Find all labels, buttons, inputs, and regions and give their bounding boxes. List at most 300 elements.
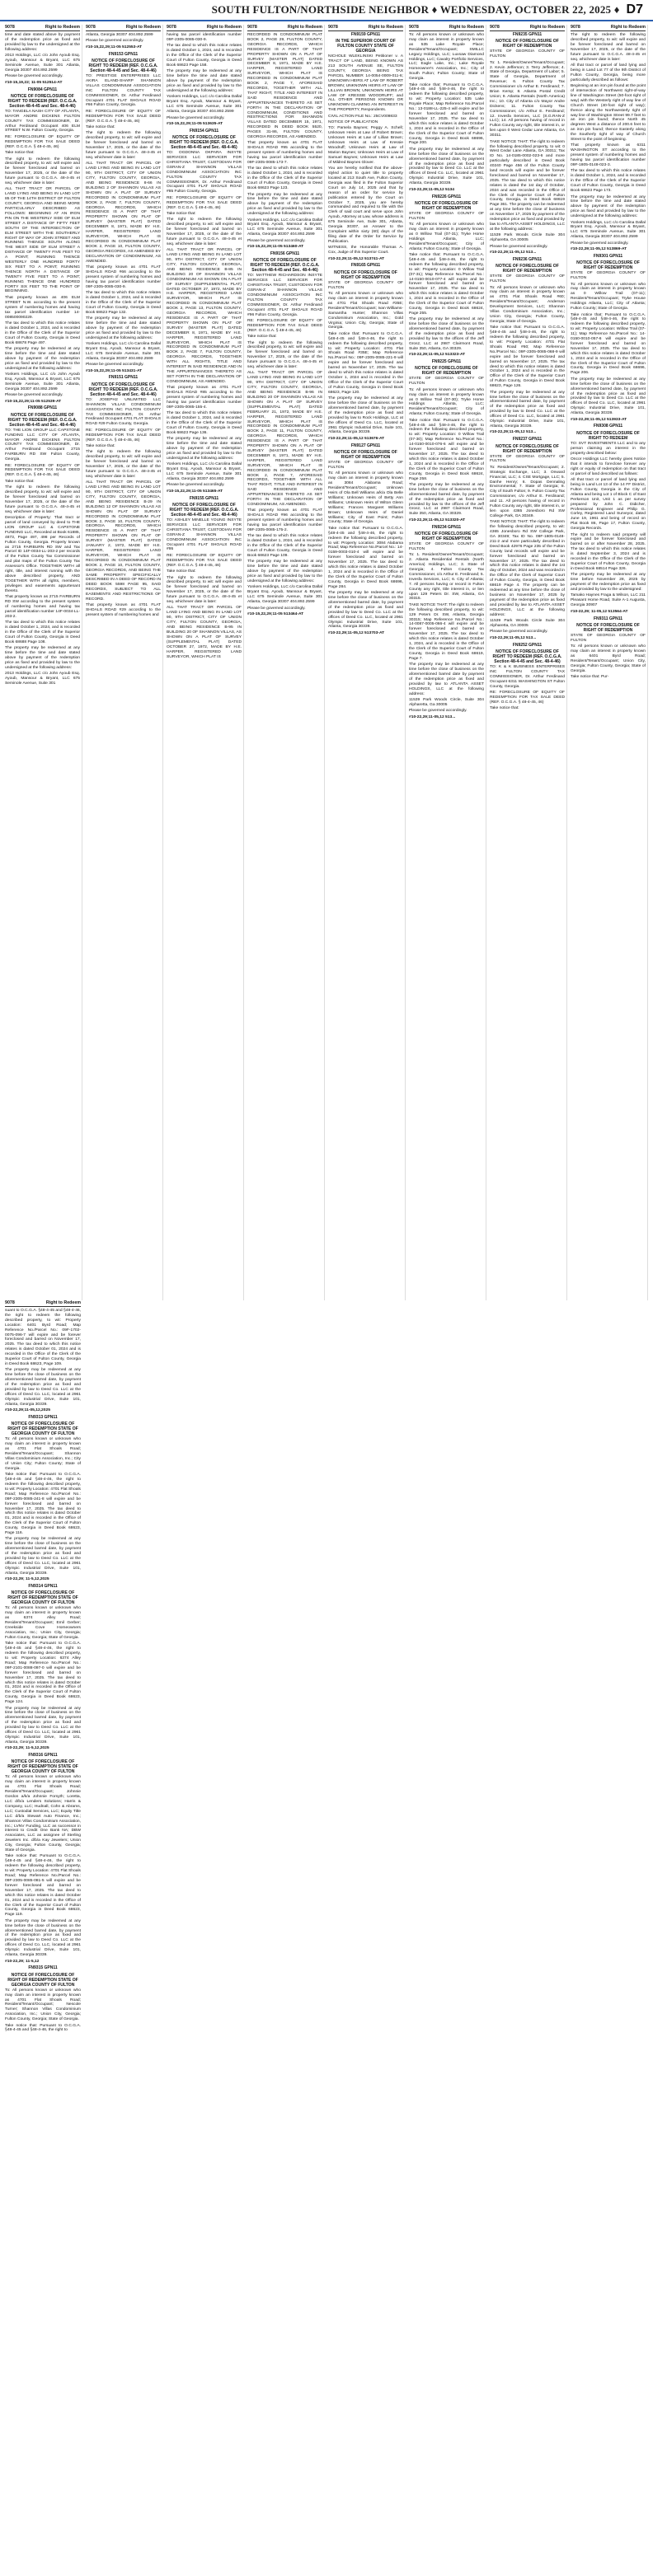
legal-notice	[571, 424, 646, 614]
notice-paragraph: The right to redeem the following described property, to wit: will expire and be forever foreclosed and barred on November 17, 2025, or the date of the future pursuant to O.C.G.A. 48-4-45 et seq. whichever date is later:	[86, 131, 161, 161]
notice-paragraph: The right to redeem the following described property, to wit: will expire and be forever foreclosed and barred on November 17, 2025, or the date of the future pursuant to O.C.G.A. 48-4-45 et seq. whichever date is later:	[167, 218, 242, 246]
section-header	[247, 25, 322, 31]
notice-paragraph: Tamako Haynes Fraga & Wilson, LLC 211 Pleasant Home Road, Suite A-1 Augusta, Georgia 30907	[571, 593, 646, 608]
notice-column	[5, 25, 82, 1300]
notice-paragraph: The property may be redeemed at any time before the close of business on the aforementioned barred date, by payment of the redemption price as fixed and provided by law to Deed Co. LLC at the offices of Deed Co. LLC, located at 2961 Olympic Industrial Drive, Suite 101, Atlanta, Georgia 30339.	[5, 1706, 81, 1745]
notice-paragraph: #10-22,29;11-05,12 513...	[409, 714, 456, 719]
notice-paragraph: #10-22,29;11-05,12 513676-AT	[328, 436, 385, 441]
notice-paragraph: RECORDED IN CONDOMINIUM PLAT BOOK 2, PAGE 29, FULTON COUNTY, GEORGIA RECORDS, WHICH RESIDENCE IS A PART OF THAT PROPERTY SHOWN ON A PLAT OF SURVEY (MASTER PLAT) DATED DECEMBER 8, 1971, MADE BY H.E. HARPER, REGISTERED LAND SURVEYOR, WHICH PLAT IS RECORDED IN CONDOMINIUM PLAT BOOK 2, PAGE 7, AFORESAID RECORDS, TOGETHER WITH ALL THAT RIGHT, TITLE AND INTEREST IN SAID RESIDENCE AND APPURTENANCES THERETO AS SET FORTH IN THE DECLARATION OF CONDOMINIUM, CONDITIONS AND RESTRICTIONS FOR SHANNON VILLAS DATED DECEMBER 15, 1971, RECORDED IN DEED BOOK 5520, PAGES 31-86, FULTON COUNTY, GEORGIA RECORDS, AS AMENDED.	[247, 33, 322, 140]
notice-paragraph: The right to redeem the following described property, to wit: will expire and be forever foreclosed and barred on November 17, 2025, or the date of the future pursuant to O.C.G.A. 48-4-45 et seq. whichever date is later:	[167, 575, 242, 605]
section-code: 9078	[86, 25, 96, 30]
notice-paragraph: Yonkers Holdings, LLC c/o Carolina Dallal Bryant Esq. Ayoub, Mansour & Bryant, LLC 675 Seminole Avenue, Suite 301 Atlanta, Georgia 30307 404.892.2599	[167, 95, 242, 115]
notice-paragraph: All that tract or parcel of land lying and being in Land Lot 13 of the 14 FF District, Fulton County, Georgia in the City of Atlanta and being Lot 1 of Block C of East Perkerson Unit, Unit 1 as per survey prepared by John C. Didicher, Professional Engineer and Philip G. Corley, Registered Land Surveyor, dated June 19, 1961 and being of record on Plat Book 86, Page 17, Fulton County, Georgia Records.	[571, 478, 646, 532]
notice-paragraph: ALL THAT TRACT OR PARCEL OF LAND LYING AND BEING IN LAND LOT 90, 9TH DISTRICT, CITY OF UNION CITY, FULTON COUNTY, GEORGIA, AND BEING RESIDENCE B-29 IN BUILDING 12 OF SHANNON VILLAS AS SHOWN ON PLAT OF SURVEY RECORDED IN CONDOMINIUM PLAT BOOK 2, PAGE 10, FULTON COUNTY, GEORGIA RECORDS, WHICH RESIDENCE IS A PART OF THAT PROPERTY SHOWN ON PLAT OF SURVEY (MASTER PLAT) DATED JANUARY 2, 1972, MADE BY H.E. HARPER, REGISTERED LAND SURVEYOR, WHICH PLAT IS RECORDED IN CONDOMINIUM PLAT BOOK 2, PAGE 10, FULTON COUNTY, GEORGIA RECORDS, AND BEING THE SAME PROPERTY SPECIFICALLY DESCRIBED IN A DEED OF RECORD IN DEED BOOK 5598 PAGE 95, SAID RECORDS, SUBJECT TO ALL EASEMENTS AND RESTRICTIONS OF RECORD.	[86, 480, 161, 602]
notice-paragraph: That property known as 4701 FLAT SHOALS ROAD #29 according to the present system of numbering homes and	[86, 603, 161, 618]
section-header	[86, 25, 161, 31]
notice-id: FN9308 GPN11	[593, 424, 623, 429]
notice-paragraph: RE: FORECLOSURE OF EQUITY OF REDEMPTION FOR TAX SALE DEED (REF. O.C.G.A. § 48-4-45, 46)	[86, 428, 161, 443]
section-header	[5, 1300, 81, 1307]
notice-id: FN9153 GPN11	[108, 51, 139, 57]
notice-paragraph: #10-15,19,22; 11-05 512514-AT	[5, 80, 63, 85]
notice-id: FN9226 GPN11	[431, 194, 462, 199]
notice-paragraph: To: All persons known or unknown who may claim an interest in property known as 0 Willow Trail (07-30); Tryke Home Holdings Atlanta, LLC; Resident/Tenant/Occupant; City of Atlanta; Fulton County; State of Georgia.	[409, 387, 484, 417]
notice-paragraph: Please be governed accordingly.	[5, 393, 63, 398]
notice-paragraph: #10-22,29;11-05,12 513703-AT	[328, 630, 385, 635]
notice-paragraph: To: All persons known or unknown who may claim an interest in property known as 6401 Byrd Road; Resident/Tenant/Occupant; Union City, Georgia; Fulton County, Georgia; State of Georgia.	[571, 644, 646, 673]
notice-paragraph: To: All persons known or unknown who may claim an interest in property known as 3084 Alabama Road; Resident/Tenant/Occupant; Unknown Heirs of Ola Bell Williams a/k/a Ola Belle Williams; Unknown Heirs of Betty Ann Williams; Unknown Heirs of Wilton Glenn Williams; Frances Margaret Williams Brown; Unknown Heirs of Daniel Williams; City of East Point; Fulton County; State of Georgia.	[328, 471, 403, 525]
notice-paragraph: All that tract or parcel of land lying and being in Land Lot 77 of the 9th District of Fulton County, Georgia, being more particularly described as follows:	[571, 63, 646, 82]
legal-notice	[409, 195, 484, 358]
notice-paragraph: The property may be redeemed at any time before the close of business on the aforementioned barred date, by payment of the redemption price as fixed and provided by law to Deed Co. LLC at the offices of Deed Co. LLC, located at 2961 Olympic Industrial Drive, Suite 101, Atlanta, Georgia 30339.	[5, 1537, 81, 1576]
notice-heading: NOTICE OF FORECLOSURE OF RIGHT TO REDEEM (REF. O.C.G.A. Section 48-4-45 and Sec. 48-4-46)	[88, 382, 158, 397]
notice-paragraph: TO: MATTHEW RICHARDSON INSYTE SERVICES LLC SERVICER FOR CHRISTIANA TRUST, CUSTODIAN FOR GSRAN-Z SHANNON VILLAS CONDOMINIUM ASSOCIATION INC FULTON COUNTY TAX COMMISSIONER, Dr. Arthur Ferdinand Occupant 4701 FLAT SHOALS ROAD #96 Fulton County, Georgia.	[247, 274, 322, 317]
notice-paragraph: TO: JOSEPH2 UNLIMITED LLC SHANNON VILLAS CONDOMINIUM ASSOCIATION INC FULTON COUNTY TAX COMMISSIONER, Dr. Arthur Ferdinand Occupant 4701 FLAT SHOALS ROAD #29 Fulton County, Georgia.	[86, 397, 161, 427]
legal-notice	[409, 33, 484, 193]
notice-paragraph: STATE OF GEORGIA COUNTY OF FULTON	[409, 541, 484, 551]
notice-paragraph: Take notice that: Pursuant to O.C.G.A. §48-4-45 and §48-4-46, the right to redeem the following described property, to wit: Property Location: 4701 Flat Shoals Road; Map Reference No./Parcel No.: 09F-2305-0085-241-8 will expire and be forever foreclosed and barred on November 17, 2025. The tax deed to which this notice relates is dated October 01, 2024 and is recorded in the Office of the Clerk of the Superior Court of Fulton County, Georgia in Deed Book 68623, Page 116.	[5, 1473, 81, 1536]
notice-paragraph: RE: FORECLOSURE OF EQUITY OF REDEMPTION FOR TAX SALE DEED (REF. O.C.G.A. § 48-4-45, 46)	[167, 553, 242, 568]
legal-notice	[5, 1585, 81, 1751]
notice-paragraph: Please be governed accordingly.	[490, 244, 548, 249]
page-number: D7	[626, 2, 643, 16]
notice-paragraph: Please be governed accordingly.	[490, 630, 548, 635]
notice-paragraph: #10-22,29;11-05,12 513933-AT	[571, 417, 627, 422]
notice-paragraph: Oncor Holdings LLC hereby gives Notice that it intends to foreclose forever any right or equity of redemption on that tract or parcel of land described as follows:	[571, 457, 646, 476]
notice-paragraph: Take notice that:	[247, 335, 277, 340]
section-code: 9078	[5, 1300, 15, 1305]
notice-paragraph: #10-15,22,29;11-05 512553-AT	[86, 44, 143, 49]
notice-paragraph: To: 1. Resident/Owner/Tenant/Occupant; 2. Atlanta Residential Rentals (North America) Holdings, LLC; 3. State of Georgia; 4. Fulton County Tax Commissioner, c/o Arthur E. Ferdinand; 5. Invesfa Services, LLC; 6. City of Atlanta; 7. All persons having or record in Fulton County any right, title interest in, or lien upon 129 Peters Dr. SW, Atlanta, GA 30315.	[409, 553, 484, 602]
section-name: Right to Redeem	[287, 25, 322, 30]
notice-id: FN9313 GPN11	[28, 1415, 58, 1421]
notice-paragraph: Take notice that: Pur-	[571, 675, 609, 680]
notice-paragraph: The property may be redeemed at any time before the close of business on the aforementioned barred date, by payment of the redemption price as fixed and provided by law to Deed Co. LLC at the offices of Deed Co. LLC, located at 2961 Olympic Industrial Drive, Suite 101, Atlanta, Georgia 30339.	[328, 591, 403, 630]
notice-id: FN9236 GPN11	[512, 256, 543, 262]
legal-notice	[86, 376, 161, 618]
notice-paragraph: 11539 Park Woods Circle, Suite 304 Alpharetta, Ga 30005	[409, 698, 484, 707]
legal-notice	[571, 33, 646, 252]
notice-id: FN9234 GPN11	[431, 524, 462, 530]
notice-paragraph: #10-22,29; 11-5,12	[5, 1959, 40, 1964]
notice-paragraph: That property known as 6311 WASHINGTON ST according to the present system of numbering homes and having tax parcel identification number 09F-1805-0148-023-3.	[571, 143, 646, 168]
section-code: 9078	[5, 25, 15, 30]
notice-paragraph: Atlanta, Georgia 30307 404.892.2599	[86, 33, 153, 37]
notice-paragraph: Take notice that: Pursuant to O.C.G.A. §48-4-45 and §48-4-46, the right to redeem the following described property, to wit: Property Location: 3084 Alabama Road; Map Reference No./Parcel No.: 14-0159-0003-010-4 will expire and be forever foreclosed and barred on November 17, 2025. The tax deed to which this notice relates is dated October 1, 2024 and is recorded in the Office of the Clerk of the Superior Court of Fulton County, Georgia in Deed Book 68696, Page 284.	[328, 526, 403, 589]
notice-paragraph: TO: THE LION GROUP LLC CAPSTONE FUNDING LLC CITY OF ATLANTA, MAYOR ANDRE DICKENS FULTON COUNTY TAX COMMISSIONER, Dr. Arthur Ferdinand Occupant 2715 FAIRBURN RD SW Fulton County, Georgia.	[5, 428, 80, 462]
notice-paragraph: The tax deed to which this notice relates is dated October 1, 2024, and is recorded in the Office of the Clerk of the Superior Court of Fulton County, Georgia in Deed Book 68623 Page 136.	[167, 411, 242, 435]
notice-paragraph: The property may be redeemed at any time before the time and date stated above by payment of the redemption price as fixed and provided by law to the undersigned at the following address:	[5, 646, 80, 670]
notice-paragraph: 11539 Park Woods Circle Suite 304 Alpharetta, GA 30005	[490, 618, 565, 628]
legal-notice	[5, 1309, 81, 1413]
notice-paragraph: The property may be redeemed at any time before the time and date stated above by payment of the redemption price as fixed and provided by law to the undersigned at the following address:	[5, 346, 80, 371]
notice-paragraph: The tax deed to which this notice relates is dated October 1, 2024, and is recorded in the Office of the Clerk of the Superior Court of Fulton County, Georgia in Deed Book 68623 Page 158.	[167, 44, 242, 68]
notice-paragraph: The property may be redeemed at any time before the time and date stated above by payment of the redemption price as fixed and provided by law to the undersigned at the following address:	[167, 437, 242, 461]
section-name: Right to Redeem	[125, 25, 161, 30]
notice-paragraph: #10-22,29; 11-05,12 513564-AT	[571, 609, 628, 614]
notice-paragraph: Take notice that:	[86, 125, 115, 130]
notice-paragraph: The right to redeem the following described property, to wit: will expire and be forever foreclosed and barred on November 17, 2025, or the date of the future pursuant to O.C.G.A. 48-4-45 et seq. whichever date is later:	[86, 450, 161, 479]
section-code: 9078	[409, 25, 419, 30]
notice-paragraph: RE: FORECLOSURE OF EQUITY OF REDEMPTION FOR TAX SALE DEED (REF. O.C.G.A. § 48-4-45, 46)	[5, 134, 80, 149]
notice-paragraph: #10-22,29;11-05,12,2025	[5, 1408, 50, 1413]
notice-paragraph: Take notice that:	[5, 151, 35, 156]
notice-paragraph: To: All persons known or unknown who may claim an interest in property known as 535 Lake Royale Place; Resident/Tenant/Occupant; SMILLC Legacy Holdings, LLC; Luxsaw Diamond Holdings, LLC; Cavalry Portfolio Services, LLC; Eagle Lake, Inc.; Lake Royale Homeowner's Association, Inc.; City of South Fulton; Fulton County; State of Georgia.	[409, 33, 484, 82]
notice-paragraph: Take notice that: Pursuant to O.C.G.A. §48-4-45 and §48-4-46, the right to redeem the following described property, to wit: Property Location: 6374 Alley Road; Map Reference No./Parcel No.: 09F-2101-0088-097-0 will expire and be forever foreclosed and barred on November 17, 2025. The tax deed to which this notice relates is dated October 01, 2024 and is recorded in the Office of the Clerk of the Superior Court of Fulton County, Georgia in Deed Book 68623, Page 124.	[5, 1642, 81, 1705]
notice-id: FN9315 GPN11	[28, 1965, 58, 1971]
notice-heading: NOTICE OF FORECLOSURE OF RIGHT TO REDEEM (REF. O.C.G.A. Section 48-4-45 and Sec. 48-4-46)	[250, 258, 320, 274]
notice-paragraph: #10-22,29;11-05,12 513869-AT	[571, 247, 627, 252]
section-header	[409, 25, 484, 31]
notice-column	[328, 25, 406, 1300]
notice-paragraph: RE: FORECLOSURE OF EQUITY OF REDEMPTION FOR TAX SALE DEED (REF. O.C.G.A. § 48-4-45, 46)	[247, 318, 322, 333]
notice-heading: NOTICE OF FORECLOSURE OF RIGHT OF REDEMPTION	[334, 450, 397, 461]
notice-heading: NOTICE OF FORECLOSURE OF RIGHT OF REDEMPTION STATE OF GEORGIA COUNTY OF FULTON	[7, 1590, 78, 1606]
notice-heading: NOTICE OF FORECLOSURE OF RIGHT OF REDEMPTION	[496, 264, 559, 274]
legal-notice	[167, 497, 242, 660]
notice-paragraph: Please be governed accordingly.	[247, 606, 306, 611]
legal-notice	[328, 264, 403, 441]
notice-paragraph: #10-22,29; 11-5,12,2025	[5, 1746, 49, 1751]
notice-paragraph: The tax deed to which this notice relates is dated October 1, 2024, and is recorded in the Office of the Clerk of the Superior Court of Fulton County, Georgia in Deed Book 68623 Page 132.	[86, 290, 161, 315]
section-header	[5, 25, 80, 31]
notice-paragraph: #10-15,22,29;11-05 513635-AT	[167, 121, 223, 126]
legal-notice	[5, 1754, 81, 1964]
notice-column	[167, 25, 244, 1300]
notice-id: FN9154 GPN11	[189, 128, 219, 133]
notice-paragraph: Take notice that: Pursuant to O.C.G.A. §48-4-45 and §48-4-46, the right to redeem the following described property, to wit: Property Location: Willow Trail (07-11); Map Reference No./Parcel No.: 14-0150-0010-057-6 will expire and be forever foreclosed and barred on November 17, 2025. The tax deed to which this notice relates is dated October 1, 2024 and is recorded in the Office of the Clerk of the Superior Court of Fulton County, Georgia in Deed Book 68696, Page 206.	[571, 312, 646, 376]
notice-heading: NOTICE OF FORECLOSURE OF RIGHT OF REDEMPTION STATE OF GEORGIA COUNTY OF FULTON	[7, 1759, 78, 1775]
notice-paragraph: That property known as 4701 FLAT SHOALS ROAD #66 according to the present system of numbering homes and having tax parcel identification number 09F-2305-0085-030-9.	[86, 265, 161, 289]
notice-paragraph: To: All persons known or unknown who may claim an interest in property known as 0 Willow Trail (07-11); Resident/Tenant/Occupant; Tryke House Holdings Atlanta, LLC; City of Atlanta; Fulton County; State of Georgia.	[571, 282, 646, 311]
notice-id: FN9159 GPN11	[350, 32, 381, 37]
notice-paragraph: The tax deed to which this notice relates is dated October 1, 2024, and is recorded in the Office of the Clerk of the Superior Court of Fulton County, Georgia in Deed Book 68678 Page 497.	[5, 321, 80, 345]
legal-notice	[86, 33, 161, 50]
notice-paragraph: TO: ASHLEY MINELLE YOUNG INSYTE SERVICES LLC SERVICER FOR CHRISTIANA TRUST, CUSTODIAN FOR GSRAN-Z SHANNON VILLAS CONDOMINIUM ASSOCIATION INC Occupant 4701 FLAT SHOALS ROAD #95	[167, 518, 242, 552]
notice-paragraph: #10-22,29; 11-5,12,2025	[5, 1577, 49, 1582]
notice-paragraph: NOTICE OF PUBLICATION	[328, 120, 378, 125]
notice-id: FN9316 GPN11	[28, 1753, 58, 1759]
notice-paragraph: #10-22,29;11-05,12 513320-AT	[409, 518, 466, 522]
notice-paragraph: Take notice that: Pursuant to O.C.G.A. §48-4-45 and §48-4-46, the right to redeem the following described property, to wit: Property Location: 535 Lake Royale Place; Map Reference No./Parcel No.: 13-0188-LL-225-4 will expire and be forever foreclosed and barred on November 17, 2025. The tax deed to which this notice relates is dated October 1, 2024 and is recorded in the Office of the Clerk of the Superior Court of Fulton County, Georgia in Deed Book 68696, Page 200.	[409, 82, 484, 146]
notice-paragraph: Yonkers Holdings, LLC c/o Carolina Dallal Bryant Esq. Ayoub, Mansour & Bryant, LLC 675 Seminole Avenue, Suite 301 Atlanta, Georgia 30307 404.892.2599	[86, 342, 161, 361]
notice-paragraph: Please be governed accordingly.	[247, 238, 306, 243]
notice-id: FN9084 GPN11	[27, 87, 58, 92]
notice-paragraph: The property may be redeemed at any time before the time and date stated above by payment of the redemption price as fixed and provided by law to the undersigned at the following address:	[247, 192, 322, 217]
notice-paragraph: RE: FORECLOSURE OF EQUITY OF REDEMPTION FOR TAX SALE DEED (REF. O.C.G.A. § 48-4-45, 46)	[86, 109, 161, 124]
notice-id: FN9165 GPN11	[350, 263, 381, 269]
notice-heading: NOTICE OF FORECLOSURE OF RIGHT TO REDEEM (REF. O.C.G.A. Section 48-4-45 and Sec. 48-4-46)	[492, 649, 562, 664]
notice-paragraph: Take notice that:	[167, 211, 196, 216]
notice-paragraph: Take notice that: Pursuant to O.C.G.A. §48-4-45 and §48-4-46, the right to redeem the following described property, to wit: Property Location: 4701 Flat Shoals Road #35E; Map Reference No./Parcel No.: 09F-2305-0085-221-9 will expire and be forever foreclosed and barred on November 17, 2025. The tax deed to which this notice relates is dated October 1, 2024 and is recorded in the Office of the Clerk of the Superior Court of Fulton County, Georgia in Deed Book 68623, Page 120.	[328, 331, 403, 395]
notice-paragraph: Please be governed accordingly.	[167, 483, 225, 488]
notice-paragraph: The right to redeem the following described property, to wit: will expire and be forever foreclosed and barred on November 17, 2025, or the date of the future pursuant to O.C.G.A. 48-4-45 et seq. whichever date is later:	[247, 340, 322, 370]
notice-paragraph: TO: OGDONNA OKPARA INSYTE SERVICES LLC SERVICER FOR CHRISTIANA TRUST, CUSTODIAN FOR GSRAN-Z SHANNON VILLAS CONDOMINIUM ASSOCIATION INC FULTON COUNTY TAX COMMISSIONER, Dr. Arthur Ferdinand Occupant 4701 FLAT SHOALS ROAD #85 Fulton County, Georgia.	[167, 151, 242, 194]
notice-paragraph: The property may be redeemed at any time before the time and date stated above by payment of the redemption price as fixed and provided by law to the undersigned at the following address:	[167, 69, 242, 93]
notice-paragraph: Take notice that: Pursuant to O.C.G.A. §48-4-45 and §48-4-46, the right to	[5, 2023, 81, 2033]
legal-notice	[409, 360, 484, 523]
notice-paragraph: STATE OF GEORGIA COUNTY OF FULTON	[328, 461, 403, 470]
legal-notice	[247, 252, 322, 617]
notice-heading: NOTICE OF FORECLOSURE OF RIGHT OF REDEMPTION STATE OF GEORGIA COUNTY OF FULTON	[7, 1421, 78, 1437]
notice-paragraph: #10-15,22,29;11-05 513465-AT	[167, 489, 223, 494]
notice-paragraph: #10-22,29;11-05,12 513...	[490, 635, 537, 640]
notice-heading: NOTICE OF FORECLOSURE OF RIGHT OF REDEMPTION	[415, 200, 478, 211]
notice-paragraph: NICHOLE WLEKLINSKI Petitioner v. A TRACT OF LAND, BEING KNOWN AS 213 SOUTH AVENUE SE, FULTON COUNTY, GEORGIA BEING TAX PARCEL NUMBER 14-0054-0009-011-6; UNKNOWN HEIRS AT LAW OF ROBERT BROWN; UNKNOWN HEIRS AT LAW OF LILLIAN BROWN; UNKNOWN HEIRS AT LAW OF KRESSIE WOODRUFF; and ALL OTHER PERSONS KNOWN OR UNKNOWN CLAIMING AN INTEREST IN THE PROPERTY, Respondents.	[328, 54, 403, 113]
notice-paragraph: That property known as 4701 FLAT SHOALS ROAD #85 according to the present system of numbering homes and having tax parcel identification number 09F-2305-0085-155-4.	[167, 386, 242, 410]
notice-heading: NOTICE OF FORECLOSURE OF RIGHT TO REDEEM (REF. O.C.G.A. Section 48-4-45 and Sec. 48-4-46)	[169, 135, 239, 151]
legal-notice	[571, 617, 646, 680]
notice-paragraph: suant to O.C.G.A. §48-4-45 and §48-4-46, the right to redeem the following described property, to wit: Property Location: 6401 Byrd Road; Map Reference No./Parcel No.: 09F-1702-0075-096-7 will expire and be forever foreclosed and barred on November 17, 2025. The tax deed to which this notice relates is dated October 01, 2024 and is recorded in the Office of the Clerk of the Superior Court of Fulton County, Georgia in Deed Book 68623, Page 109.	[5, 1309, 81, 1366]
notice-paragraph: The property may be redeemed at any time before the time and date stated above by payment of the redemption price as fixed and provided by law to the undersigned at the following address:	[247, 560, 322, 584]
notice-column	[490, 25, 567, 1300]
notice-heading: NOTICE OF FORECLOSURE OF RIGHT TO REDEEM (REF. O.C.G.A. Section 48-4-45 and Sec. 48-4-46)	[169, 503, 239, 518]
notice-heading: NOTICE OF FORECLOSURE OF RIGHT OF REDEMPTION	[576, 260, 640, 271]
section-name: Right to Redeem	[368, 25, 403, 30]
notice-paragraph: 11539 Park Woods Circle Suite 304 Alpharetta, GA 30005	[490, 233, 565, 243]
notice-paragraph: To: Resident/Owner/Tenant/Occupant; 2. Strategic Exchange, LLC; 3. Onward Financial, LLC; 4. CSE Mortgage, LLC; 5. Danhe Henry; 6. Dopas Dennaling Environmental; 7. State of Georgia; 8. City of South Fulton; 9. Fulton County Tax Commissioner, c/o Arthur E. Ferdinand; and 11. All persons having of record in Fulton County any right, title interest in, or lien upon 4365 Jonesboro Rd SW College Park, GA 30349.	[490, 465, 565, 518]
legal-notice	[571, 255, 646, 422]
legal-notice	[5, 1416, 81, 1582]
notice-paragraph: STATE OF GEORGIA COUNTY OF FULTON	[328, 280, 403, 290]
notice-id: FN9156 GPN11	[270, 251, 300, 256]
notice-paragraph: The right to redeem said property will expire and be forever foreclosed and barred on or after November 28, 2025. The tax deed to which this notice relates is dated September 3, 2024 and is recorded in the Office of the Clerk of the Superior Court of Fulton County, Georgia in Deed Book 68514 Page 326.	[571, 532, 646, 571]
legal-notice	[167, 129, 242, 494]
section-header	[490, 25, 565, 31]
notice-column	[247, 25, 325, 1300]
notice-paragraph: The property may be redeemed at any time before November 28, 2025 by payment of the redemption price as fixed and provided by law to the undersigned:	[571, 573, 646, 592]
notice-paragraph: The property may be redeemed at any time before the close of business on the aforementioned barred date by payment of the redemption price as fixed and provided by law to ATLANTA ASSET HOLDINGS, LLC at the following address:	[409, 663, 484, 696]
notice-paragraph: RE: FORECLOSURE OF EQUITY OF REDEMPTION FOR TAX SALE DEED (REF. O.C.G.A. § 48-4-45, 46)	[490, 690, 565, 705]
notice-paragraph: The tax deed to which this notice relates is dated October 1, 2024, and is recorded in the Office of the Clerk of the Superior Court of Fulton County, Georgia in Deed Book 68688 Page 108.	[5, 621, 80, 644]
classified-columns	[5, 25, 648, 2033]
notice-paragraph: To: All persons known or unknown who may claim an interest in property known as 6374 Alley Road; Resident/Tenant/Occupant; Emil Gerber; Creekside Cove Homeowners Association, Inc.; Union City, Georgia; Fulton County, Georgia; State of Georgia.	[5, 1606, 81, 1640]
section-code: 9078	[490, 25, 500, 30]
notice-paragraph: STATE OF GEORGIA COUNTY OF FULTON	[571, 633, 646, 643]
notice-paragraph: To: All persons known or unknown who may claim an interest in property known as 4701 Flat Shoals Road; Resident/Tenant/Occupant; Nescole Turner; Shannon Villas Condominium Association, Inc.; Union City, Georgia; Fulton County, Georgia; State of Georgia.	[5, 1988, 81, 2022]
notice-heading: NOTICE OF FORECLOSURE OF RIGHT TO REDEEM (REF. O.C.G.A. Section 48-4-45 and Sec. 48-4-46)	[88, 59, 158, 74]
section-code: 9078	[328, 25, 338, 30]
legal-notice	[5, 88, 80, 405]
notice-paragraph: Yonkers Holdings, LLC c/o John Ayoub Esq. Ayoub, Mansour & Bryant, LLC 675 Seminole Avenue, Suite 301 Atlanta, Georgia 30307 404.892.2599	[5, 372, 80, 391]
notice-heading: NOTICE OF FORECLOSURE OF RIGHT OF REDEMPTION	[576, 622, 640, 633]
notice-paragraph: TAKE NOTICE THAT: The right to redeem the following described property, to wit: 4365 Jonesboro Rd SW College Park, GA 30349; Tax ID No. 09F-1805-0148-211-2 and more particularly described in Deed Book 42976 Page 235 of the Fulton County land records will expire and be forever foreclosed and barred on November 17, 2025. The tax deed to which this notice relates is dated the 1st day of October, 2024 and was recorded in the Office of the Clerk of Superior Court of Fulton County, Georgia, in Deed Book 68619 Page 4. The property can be redeemed at any time before the close of business on November 17, 2025 by payment of the redemption price as fixed and provided by law to ATLANTA ASSET HOLDINGS, LLC at the following address:	[490, 520, 565, 617]
notice-paragraph: The right to redeem the following described property, to wit: will expire and be forever foreclosed and barred on November 17, 2025, or the date of the future pursuant to O.C.G.A. 48-4-45 et seq. whichever date is later:	[5, 485, 80, 514]
notice-paragraph: Please be governed accordingly.	[167, 115, 225, 120]
notice-paragraph: STATE OF GEORGIA COUNTY OF FULTON	[490, 454, 565, 464]
notice-paragraph: To: All persons known or unknown who may claim an interest in property known as 0 Willow Trail (07-31); Tryke Home Holdings Atlanta, LLC; Resident/Tenant/Occupant; City of Atlanta; Fulton County; State of Georgia.	[409, 222, 484, 251]
notice-paragraph: The property may be redeemed at any time before the time and date stated above by payment of the redemption price as fixed and provided by law to the undersigned at the following address:	[571, 194, 646, 219]
notice-paragraph: The property may be redeemed at any time before the close of business on the aforementioned barred date, by payment of the redemption price as fixed and provided by law to the offices of the Jeff Grosz, LLC at 2987 Clairmont Road, Suite 350, Atlanta, GA 30329.	[409, 482, 484, 517]
notice-paragraph: #10-15,22,29;11-05 513431-AT	[86, 368, 143, 373]
notice-paragraph: ALL THAT TRACT OR PARCEL OF LAND LYING AND BEING IN LAND LOT 90, 9TH DISTRICT, CITY OF UNION CITY, FULTON COUNTY, GEORGIA, AND BEING RESIDENCE B-85 IN BUILDING 20 OF SHANNON VILLAS CONDOMINIUM AS SHOWN ON A PLAT OF SURVEY (SUPPLEMENTAL PLAT) DATED OCTOBER 27, 1972, MADE BY H.E. HARPER, REGISTERED LAND SURVEYOR, WHICH PLAT IS RECORDED IN CONDOMINIUM PLAT BOOK 2, PAGE 13, FULTON COUNTY, GEORGIA RECORDS, WHICH RESIDENCE IS A PART OF THAT PROPERTY SHOWN ON PLAT OF SURVEY (MASTER PLAT) DATED DECEMBER 8, 1971, MADE BY H.E. HARPER, REGISTERED LAND SURVEYOR, WHICH PLAT IS RECORDED IN CONDOMINIUM PLAT BOOK 2, PAGE 7, FULTON COUNTY, GEORGIA RECORDS, TOGETHER WITH ALL RIGHTS, TITLE AND INTEREST IN SAID RESIDENCE AND IN THE APPURTENANCES THERETO AS SET FORTH IN THE DECLARATION OF CONDOMINIUM, AS AMENDED.	[167, 248, 242, 384]
section-name: Right to Redeem	[449, 25, 484, 30]
notice-paragraph: Please be governed accordingly.	[5, 74, 63, 79]
notice-heading: NOTICE OF FORECLOSURE OF RIGHT OF REDEMPTION	[496, 39, 559, 49]
notice-paragraph: #10-15,22,29;11-05 513460-AT	[247, 245, 304, 250]
notice-paragraph: #10-22,29;11-05,12 513...	[490, 430, 537, 435]
notice-id: FN9311 GPN11	[593, 616, 623, 621]
notice-heading: NOTICE OF FORECLOSURE OF RIGHT TO REDEEM	[576, 430, 640, 441]
notice-paragraph: Take notice that:	[167, 569, 196, 574]
masthead-title: SOUTH FULTON/NORTHSIDE NEIGHBOR ♦ WEDNESDAY, OCTOBER 22, 2025 ♦	[211, 3, 620, 16]
notice-paragraph: #10-22,29;11-05,12 513741-AT	[328, 256, 385, 261]
notice-paragraph: The property may be redeemed at any time before the close of business on the aforementioned barred date, by payment of the redemption price as fixed and provided by law to Deed Co. LLC at the offices of Deed Co. LLC, located at 2961 Olympic Industrial Drive, Suite 101, Atlanta, Georgia 30339.	[571, 377, 646, 416]
notice-heading: NOTICE OF FORECLOSURE OF RIGHT TO REDEEM (REF. O.C.G.A. Section 48-4-45 and Sec. 48-4-46)	[7, 93, 78, 109]
notice-paragraph: 2013 Holdings, LLC c/o John Ayoub Esq. Ayoub, Mansour & Bryant, LLC 675 Seminole Avenue, Suite 301 Atlanta, Georgia 30307 404.892.2599	[5, 54, 80, 73]
notice-paragraph: To: All persons known or unknown who may claim an interest in property known as 4701 Flat Shoals Road #60; Resident/Tenant/Occupant; Anderson Development Services, LLC; Shannon Villas Condominium Association, Inc.; Union City, Georgia; Fulton County, Georgia; State of Georgia.	[490, 285, 565, 324]
notice-paragraph: To: All persons known or unknown who may claim an interest in property known as 4701 Flat Shoals Road #35E; Resident/Tenant/Occupant; Ivan Williams-Samantha Hunter; Shannon Villas Condominium Association, Inc.; Gold Virginia; Union City, Georgia; State of Georgia.	[328, 292, 403, 330]
notice-paragraph: RE: FORECLOSURE OF EQUITY OF REDEMPTION FOR TAX SALE DEED (REF. O.C.G.A. § 48-4-45, 46)	[167, 195, 242, 210]
notice-paragraph: Take notice that: Pursuant to O.C.G.A. §48-4-45 and §48-4-46, the right to redeem the following described property, to wit: Property Location: 0 Willow Trail (07-30); Map Reference No./Parcel No.: 14-0150-0010-076-6 will expire and be forever foreclosed and barred on November 17, 2025. The tax deed to which this notice relates is dated October 1, 2024 and is recorded in the Office of the Clerk of the Superior Court of Fulton County, Georgia in Deed Book 68624, Page 258.	[409, 418, 484, 481]
notice-heading: NOTICE OF FORECLOSURE OF RIGHT OF REDEMPTION STATE OF GEORGIA COUNTY OF FULTON	[7, 1972, 78, 1988]
notice-paragraph: The property may be redeemed at any time before the time and date stated above by payment of the redemption price as fixed and provided by law to the undersigned at the following address:	[86, 316, 161, 340]
notice-paragraph: STATE OF GEORGIA COUNTY OF FULTON	[490, 274, 565, 284]
notice-paragraph: Take notice that:	[5, 479, 35, 484]
notice-paragraph: ALL THAT TRACT OR PARCEL OF LAND LYING AND BEING IN LAND LOT 90, 9TH DISTRICT, CITY OF UNION CITY, FULTON COUNTY, GEORGIA, AND BEING RESIDENCE B-96 IN BUILDING 20 OF SHANNON VILLAS AS SHOWN ON A PLAT OF SURVEY (SUPPLEMENTAL PLAT) DATED FEBRUARY 21, 1972, MADE BY H.E. HARPER, REGISTERED LAND SURVEYOR, WHICH PLAT IS RECORDED IN CONDOMINIUM PLAT BOOK 2, PAGE 11, FULTON COUNTY, GEORGIA RECORDS, WHICH RESIDENCE IS A PART OF THAT PROPERTY SHOWN ON A PLAT OF SURVEY (MASTER PLAT) DATED DECEMBER 8, 1971, MADE BY H.E. HARPER, REGISTERED LAND SURVEYOR, WHICH PLAT IS RECORDED IN CONDOMINIUM PLAT BOOK 2, PAGE 7, AFORESAID RECORDS, TOGETHER WITH ALL THAT RIGHT, TITLE AND INTEREST IN SAID RESIDENCE AND APPURTENANCES THERETO AS SET FORTH IN THE DECLARATION OF CONDOMINIUM, AS AMENDED.	[247, 371, 322, 507]
notice-paragraph: The property may be redeemed at any time before the close of business on the aforementioned barred date, by payment of the redemption price as fixed and provided by law to Deed Co. LLC at the offices of Deed Co. LLC, located at 2961 Olympic Industrial Drive, Suite 101, Atlanta, Georgia 30339.	[490, 390, 565, 429]
notice-paragraph: TO: PRESTIGE ENTERPRISES LLC AKIRA ELAND-SHARP SHANNON VILLAS CONDOMINIUM ASSOCIATION INC FULTON COUNTY TAX COMMISSIONER, Dr. Arthur Ferdinand Occupant 4701 FLAT SHOALS ROAD #66 Fulton County, Georgia.	[86, 74, 161, 108]
section-name: Right to Redeem	[45, 1300, 81, 1305]
notice-paragraph: The property may be redeemed at any time before the close of business on the aforementioned barred date, by payment of the redemption price as fixed and provided by law to the offices of the Jeff Grosz, LLC at 2987 Clairmont Road, Suite 350, Atlanta, GA 30329.	[409, 317, 484, 351]
notice-paragraph: TO: SVT INVESTMENTS LLC and to any person claiming an interest in the property described below:	[571, 441, 646, 456]
section-code: 9078	[247, 25, 257, 30]
notice-paragraph: Yonkers Holdings, LLC c/o Carolina Dallal Bryant Esq. Ayoub, Mansour & Bryant, LLC 675 Seminole Avenue, Suite 301 Atlanta, Georgia 30307 404.892.2599	[167, 462, 242, 482]
notice-paragraph: TO: K & K BUSINESS ENTERPRISES INC FULTON COUNTY TAX COMMISSIONER, Dr. Arthur Ferdinand Occupant 6311 WASHINGTON ST Fulton County, Georgia.	[490, 664, 565, 689]
notice-paragraph: Yonkers Holdings, LLC c/o Carolina Dallal Bryant Esq. Ayoub, Mansour & Bryant, LLC 675 Seminole Avenue, Suite 301 Atlanta, Georgia 30307 404.892.2599	[247, 585, 322, 605]
legal-notice	[5, 406, 80, 686]
notice-paragraph: Please be governed accordingly.	[86, 363, 144, 368]
legal-notice	[86, 53, 161, 374]
legal-notice	[328, 33, 403, 261]
masthead	[0, 0, 653, 21]
notice-paragraph: Beginning at an iron pin found at the point of intersection of Northwest right-of-way line of Washington Street (50-foot right of way) with the Westerly right of way line of Church Street (40-foot right of way); thence along the Northwesterly right of way line of Washington Street 99.7 feet to an iron pin found; thence North 45 degrees West a distance of 200.6 feet to an iron pin found; thence Easterly along the Southerly right of way of Church Street to the point of beginning.	[571, 84, 646, 143]
notice-id: FN9127 GPN11	[350, 443, 381, 448]
notice-paragraph: having tax parcel identification number 09F-2305-0085-030-9.	[167, 33, 242, 42]
notice-paragraph: That property known as 4701 FLAT SHOALS ROAD #96 according to the present system of numbering homes and having tax parcel identification number 09F-2305-0085-175-2.	[247, 508, 322, 532]
section-header	[571, 25, 646, 31]
legal-notice	[490, 644, 565, 711]
notice-paragraph: #10-22,29;11-05,12 5134	[409, 187, 454, 192]
notice-column	[86, 25, 163, 1300]
notice-paragraph: CIVIL ACTION FILE No.: 25CV009833	[328, 114, 397, 119]
notice-paragraph: The tax deed to which this notice relates is dated October 1, 2024, and is recorded in the Office of the Clerk of the Superior Court of Fulton County, Georgia in Deed Book 68623 Page 109.	[247, 534, 322, 559]
notice-paragraph: The tax deed to which this notice relates is dated October 1, 2024, and is recorded in the Office of the Clerk of the Superior Court of Fulton County, Georgia in Deed Book 68623 Page 173.	[571, 169, 646, 194]
notice-paragraph: The property may be redeemed at any time before the close of business on the aforementioned barred date, by payment of the redemption price as fixed and provided by law to Deed Co. LLC at the offices of Deed Co. LLC, located at 2961 Olympic Industrial Drive, Suite 101, Atlanta, Georgia 30339.	[409, 147, 484, 186]
notice-id: FN9088 GPN11	[27, 405, 58, 411]
notice-paragraph: STATE OF GEORGIA COUNTY OF FULTON	[490, 49, 565, 59]
notice-paragraph: That property known as 4701 FLAT SHOALS ROAD #95 according to the present system of numbering homes and having tax parcel identification number 09F-2305-0085-173-7.	[247, 141, 322, 166]
notice-paragraph: TO: Pamela Baynes; Peggy A. Schell; Unknown Heirs at Law of Robert Brown; Unknown Heirs at Law of Lillian Brown; Unknown Heirs at Law of Kressie Woodruff; Unknown Heirs at Law of Marion Baynes; Unknown Heirs at Law of Samuel Baynes; Unknown Heirs at Law of Mildred Baynes Glover.	[328, 126, 403, 165]
notice-paragraph: STATE OF GEORGIA COUNTY OF FULTON	[571, 271, 646, 281]
notice-paragraph: Take notice that:	[490, 706, 519, 711]
notice-column	[571, 25, 648, 1300]
notice-heading: NOTICE OF FORECLOSURE OF RIGHT OF REDEMPTION	[415, 366, 478, 377]
section-name: Right to Redeem	[529, 25, 565, 30]
notice-paragraph: #10-22,29;11-05,12 513...	[490, 251, 537, 255]
notice-paragraph: #10-22,29;11-05,12 513323-AT	[409, 353, 466, 358]
notice-id: FN9151 GPN11	[108, 375, 139, 381]
notice-column	[5, 1300, 82, 2576]
notice-id: FN9225 GPN11	[431, 359, 462, 365]
notice-paragraph: To: All persons known or unknown who may claim an interest in property known as 4701 Flat Shoals Road; Resident/Tenant/Occupant; Shannon Villas Condominium Association, Inc.; City of Union City; Fulton County; State of Georgia.	[5, 1437, 81, 1471]
notice-paragraph: WITNESS, the Honorable Thomas A. Cox, Judge of this Superior Court.	[328, 246, 403, 255]
notice-heading: IN THE SUPERIOR COURT OF FULTON COUNTY STATE OF GEORGIA	[336, 39, 396, 54]
notice-paragraph: Please be governed accordingly.	[571, 241, 629, 246]
notice-id: FN9252 GPN11	[512, 642, 543, 648]
notice-paragraph: TO: TANGELA NASH CITY OF ATLANTA, MAYOR ANDRE DICKENS FULTON COUNTY TAX COMMISSIONER, Dr. Arthur Ferdinand Occupant 406 ELM STREET N.W. Fulton County, Georgia.	[5, 109, 80, 133]
notice-id: FN9314 GPN11	[28, 1584, 58, 1590]
legal-notice	[5, 1966, 81, 2033]
notice-paragraph: Take notice that: Pursuant to O.C.G.A. §48-4-45 and §48-4-46, the right to redeem the following described property, to wit: Property Location: 0 Willow Trail (07-31); Map Reference No./Parcel No.: 14-0150-0010-077-4 will expire and be forever foreclosed and barred on November 17, 2025. The tax deed to which this notice relates is dated October 1, 2024 and is recorded in the Office of the Clerk of the Superior Court of Fulton County, Georgia in Deed Book 68624, Page 255.	[409, 253, 484, 316]
notice-paragraph: STATE OF GEORGIA COUNTY OF FULTON	[409, 211, 484, 221]
notice-paragraph: #10-15,22,29;11-05 512539-AT	[5, 399, 62, 404]
notice-paragraph: Take notice that:	[86, 443, 115, 448]
notice-paragraph: ALL THAT TRACT OR PARCEL OF LAND LYING AND BEING IN LAND LOT 90, 9TH DISTRICT, CITY OF UNION CITY, FULTON COUNTY, GEORGIA, AND BEING RESIDENCE B-95 IN BUILDING 20 OF SHANNON VILLAS, AS SHOWN ON A PLAT OF SURVEY (SUPPLEMENTAL PLAT) DATED OCTOBER 27, 1972, MADE BY H.E. HARPER, REGISTERED LAND SURVEYOR, WHICH PLAT IS	[167, 606, 242, 659]
notice-paragraph: That property known as 2715 FAIRBURN RD SW according to the present system of numbering homes and having tax parcel identification number 14F-0034-LL-203-2.	[5, 595, 80, 619]
legal-notice	[409, 526, 484, 720]
section-code: 9078	[571, 25, 580, 30]
notice-paragraph: The right to redeem the following described property, to wit: will expire and be forever foreclosed and barred on November 17, 2025, or the date of the future pursuant to O.C.G.A. 48-4-45 et seq. whichever date is later:	[5, 157, 80, 186]
notice-paragraph: To: All persons known or unknown who may claim an interest in property known as 4701 Flat Shoals Road; Resident/Tenant/Occupant; Johnnie Gordon a/k/a Johnnie Forsyth; Loretta, LLC d/b/a Lenders Solutions; Harris & Company, LLC; Hudnall, Cohn & Abrams, LLC; Custodial Services, LLC; Equity Title LLC d/b/a Stewart Auto Finance, Inc.; Shannon Villas Condominium Association, Inc.; LVNV Funding, LLC as successor in interest to Credit One Bank NA; DBW Associates, LLC as assignee of Sterling Jewelers Inc. d/b/a Kay Jewelers; Union City, Georgia; Fulton County, Georgia; State of Georgia.	[5, 1775, 81, 1853]
notice-paragraph: You are hereby notified that the above-styled action to quiet title to property located at 213 South Ave, Fulton County, Georgia was filed in the Fulton Superior Court on July 14, 2025 and that by reason of an order for service by publication entered by the Court on October 7, 2025, you are hereby commanded and required to file with the Clerk of said court and serve upon John Ayoub, Attorney at Law, whose address is 675 Seminole Ave, Suite 301, Atlanta, Georgia 30307, an Answer to the Complaint within sixty (60) days of the filing date of the Order for Service by Publication.	[328, 166, 403, 244]
notice-paragraph: Description of Property: That tract or parcel of land conveyed by deed to THE LION GROUP LLC & CAPSTONE FUNDING LLC, Recorded at Book 61885, 4873, Page 497, 498 per Records of Fulton County, Georgia. Property known as 2715 FAIRBURN RD SW and Tax Parcel ID 14F-0034-LL-203-2 per records of the Fulton County Tax Commissioner and plat maps of the Fulton County Tax Assessor's Office. TOGETHER WITH all right, title, and interest running with the above described property, AND TOGETHER WITH all rights, members, privileges and easements appurtenant thereto.	[5, 516, 80, 593]
notice-paragraph: Please be governed accordingly.	[409, 709, 467, 714]
notice-paragraph: Take notice that: Pursuant to O.C.G.A. §48-4-45 and §48-4-46, the right to redeem the following described property, to wit: Property Location: 4701 Flat Shoals Road #60; Map Reference No./Parcel No.: 09F-2305-0085-068-9 will expire and be forever foreclosed and barred on November 17, 2025. The tax deed to which this notice relates is dated October 1, 2024 and is recorded in the Office of the Clerk of the Superior Court of Fulton County, Georgia in Deed Book 68623, Page 126.	[490, 326, 565, 389]
notice-heading: NOTICE OF FORECLOSURE OF RIGHT TO REDEEM (REF. O.C.G.A. Section 48-4-45 and Sec. 48-4-46)	[7, 412, 78, 428]
notice-paragraph: That property known as 406 ELM STREET N.W. according to the present system of numbering homes and having tax parcel identification number 14-008500090229.	[5, 295, 80, 320]
section-name: Right to Redeem	[45, 25, 80, 30]
section-name: Right to Redeem	[206, 25, 242, 30]
legal-notice	[490, 33, 565, 255]
legal-notice	[247, 33, 322, 250]
notice-paragraph: RE: FORECLOSURE OF EQUITY OF REDEMPTION FOR TAX SALE DEED (REF. O.C.G.A. § 48-4-45, 46)	[5, 463, 80, 478]
notice-paragraph: The right to redeem the following described property, to wit: will expire and be forever foreclosed and barred on November 17, 2025, or the date of the future pursuant to O.C.G.A. 48-4-45 et seq. whichever date is later:	[571, 33, 646, 62]
notice-paragraph: The property may be redeemed at any time before the close of business on the aforementioned barred date, by payment of the redemption price as fixed and provided by law to Rock Holdings, LLC at the offices of Deed Co. LLC, located at 2961 Olympic Industrial Drive, Suite 101, Atlanta, Georgia 30339.	[328, 396, 403, 435]
section-name: Right to Redeem	[610, 25, 646, 30]
notice-paragraph: The property may be redeemed at any time before the close of business on the aforementioned barred date, by payment of the redemption price as fixed and provided by law to Deed Co. LLC at the offices of Deed Co. LLC, located at 2961 Olympic Industrial Drive, Suite 101, Atlanta, Georgia 30339.	[5, 1368, 81, 1407]
legal-notice	[490, 258, 565, 435]
notice-paragraph: #10-15,22,29;11-05 513464-AT	[247, 611, 304, 616]
notice-paragraph: The tax deed to which this notice relates is dated October 1, 2024, and is recorded in the Office of the Clerk of the Superior Court of Fulton County, Georgia in Deed Book 68623 Page 123.	[247, 166, 322, 191]
notice-paragraph: Please be governed accordingly.	[86, 39, 144, 44]
notice-heading: NOTICE OF FORECLOSURE OF RIGHT OF REDEMPTION	[415, 531, 478, 541]
notice-column	[409, 25, 486, 1300]
notice-paragraph: To: 1. Resident/Owner/Tenant/Occupant; 2. Kevin Jefferson; 3. Terry Jefferson; 4. State of Georgia, Department of Labor; 5. State of Georgia, Department of Revenue; 6. Fulton County Tax Commissioner c/o Arthur E. Ferdinand; 7. Brian Kemp; 8. Atlanta Postal Credit Union; 9. Atlanta Rentals (North America) Inc.; 10. City of Atlanta c/o Mayor Andre Dickens; 11. Fulton County Tax Commissioner, c/o Arthur E. Ferdinand; 12. Invesfa Services, LLC (S.G.RAN-Z LLC); 14. All persons having of record in Fulton County any right, title interest in, or lien upon 0 West Cedar Lane Atlanta, GA 30311.	[490, 60, 565, 138]
legal-notice	[167, 33, 242, 127]
notice-id: FN9301 GPN11	[593, 253, 623, 259]
notice-paragraph: Yonkers Holdings, LLC c/o Carolina Dallal Bryant Esq. Ayoub, Mansour & Bryant, LLC 675 Seminole Avenue, Suite 301 Atlanta, Georgia 30307 404.892.2599	[247, 218, 322, 237]
legal-notice	[5, 33, 80, 86]
section-header	[328, 25, 403, 31]
legal-notice	[328, 444, 403, 636]
notice-paragraph: The property may be redeemed at any time before the close of business on the aforementioned barred date, by payment of the redemption price as fixed and provided by law to Deed Co. LLC at the offices of Deed Co. LLC, located at 2961 Olympic Industrial Drive, Suite 101, Atlanta, Georgia 30339.	[5, 1918, 81, 1958]
notice-paragraph: TAKE NOTICE THAT: The right to redeem the following described property, to wit: 129 Peters Dr. SW, Atlanta, Georgia 30315; Map Reference No./Parcel No.: 14-0087-0005-066-4 will expire and be forever foreclosed and barred on November 17, 2025. The tax deed to which this notice relates is dated October 1, 2024, and is recorded in the Office of the Clerk of the Superior Court of Fulton County, Georgia in Deed Book 68619, Page 7.	[409, 602, 484, 661]
notice-paragraph: ALL THAT TRACT OR PARCEL OF LAND LYING AND BEING IN LAND LOT 85 OF THE 14TH DISTRICT OF FULTON COUNTY, GEORGIA AND BEING MORE PARTICULARLY DESCRIBED AS FOLLOWS: BEGINNING AT AN IRON PIN ON THE WESTERLY SIDE OF ELM STREET A DISTANCE OF FIFTY FEET SOUTH OF THE INTERSECTION OF ELM STREET WITH THE SOUTHERLY RIGHT OF WAY OF JOHN STREET AND RUNNING THENCE SOUTH ALONG THE WEST SIDE OF ELM STREET A DISTANCE OF TWENTY FIVE FEET TO A POINT; RUNNING THENCE WESTERLY ONE HUNDRED FORTY SIX FEET TO A POINT; RUNNING THENCE NORTH A DISTANCE OF TWENTY FIVE FEET TO A POINT; RUNNING THENCE ONE HUNDRED FORTY SIX FEET TO THE POINT OF BEGINNING.	[5, 187, 80, 294]
legal-notice	[490, 438, 565, 640]
notice-id: FN9155 GPN11	[189, 495, 219, 501]
notice-paragraph: time and date stated above by payment of the redemption price as fixed and provided by law to the undersigned at the following address:	[5, 33, 80, 52]
notice-paragraph: 2013 Holdings, LLC c/o John Ayoub Esq. Ayoub, Mansour & Bryant, LLC 675 Seminole Avenue, Suite 301	[5, 672, 80, 686]
notice-paragraph: Take notice that: Pursuant to O.C.G.A. §48-4-45 and §48-4-46, the right to redeem the following described property, to wit: Property Location: 4701 Flat Shoals Road; Map Reference No./Parcel No.: 09F-2305-0085-081-5 will expire and be forever foreclosed and barred on November 17, 2025. The tax deed to which this notice relates is dated October 01, 2024 and is recorded in the Office of the Clerk of the Superior Court of Fulton County, Georgia in Deed Book 68623, Page 119.	[5, 1854, 81, 1918]
notice-paragraph: STATE OF GEORGIA COUNTY OF FULTON	[409, 377, 484, 386]
notice-id: FN9235 GPN11	[512, 32, 543, 37]
notice-paragraph: ALL THAT TRACT OR PARCEL OF LAND LYING AND BEING IN LAND LOT 90, 9TH DISTRICT, CITY OF UNION CITY, FULTON COUNTY, GEORGIA, AND BEING RESIDENCE 8-66 IN BUILDING 2 OF SHANNON VILLAS AS SHOWN ON A PLAT OF SURVEY RECORDED IN CONDOMINIUM PLAT BOOK 2, PAGE 7, FULTON COUNTY, GEORGIA RECORDS, WHICH RESIDENCE IS A PART OF THAT PROPERTY SHOWN ON PLAT OF SURVEY (MASTER PLAT) DATED DECEMBER 8, 1971, MADE BY H.E. HARPER, REGISTERED LAND SURVEYOR, WHICH PLAT IS RECORDED IN CONDOMINIUM PLAT BOOK 2, PAGE 10, FULTON COUNTY, GEORGIA RECORDS, AS AMENDED BY DECLARATION OF CONDOMINIUM, AS AMENDED.	[86, 162, 161, 264]
notice-heading: NOTICE OF FORECLOSURE OF RIGHT OF REDEMPTION	[334, 269, 397, 280]
section-code: 9078	[167, 25, 176, 30]
section-header	[167, 25, 242, 31]
notice-paragraph: TAKE NOTICE THAT: The right to redeem the following described property, to wit: 0 West Cedar Lane Atlanta, GA 30311; Tax ID No. 14-0185-0002-023-6 and more particularly described in Deed Book 40240 Page 456 of the Fulton County land records will expire and be forever foreclosed and barred on November 17, 2025. The tax deed to which this notice relates is dated the 1st day of October, 2024 and was recorded in the Office of the Clerk of Superior Court of Fulton County, Georgia, in Deed Book 68619 Page 361. The property can be redeemed at any time before the close of business on November 17, 2025 by payment of the redemption price as fixed and provided by law to ATLANTA ASSET HOLDINGS, LLC at the following address:	[490, 139, 565, 232]
notice-id: FN9237 GPN11	[512, 437, 543, 443]
